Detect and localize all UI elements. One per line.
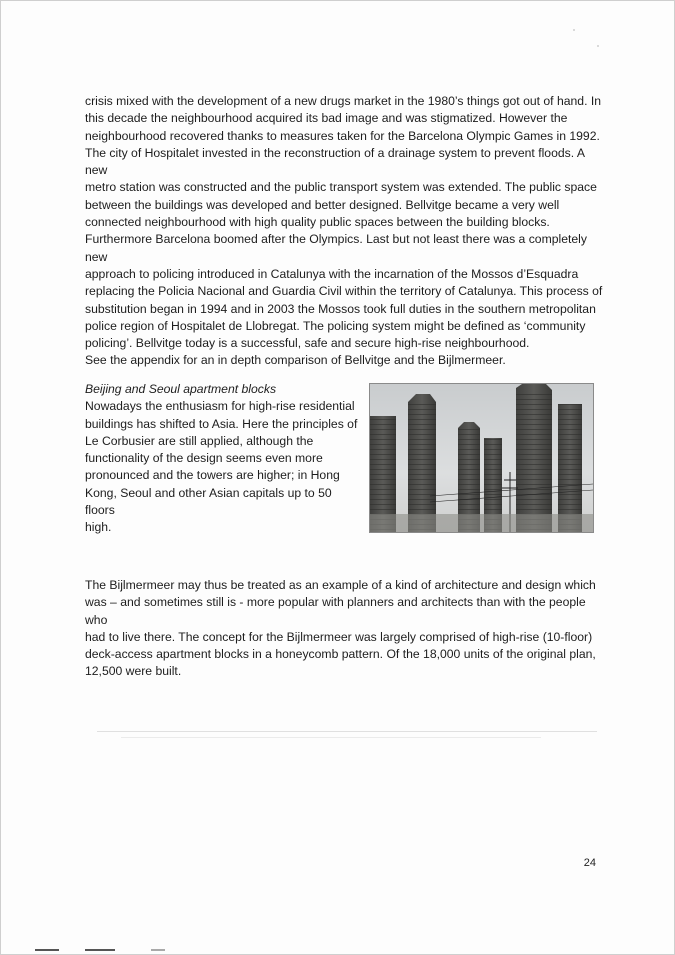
scan-artifact xyxy=(597,45,599,47)
text-line: this decade the neighbourhood acquired its bad image and was stigmatized. However the xyxy=(85,111,568,126)
text-line: 12,500 were built. xyxy=(85,664,182,679)
scan-artifact xyxy=(97,731,597,732)
tower-shape xyxy=(558,404,582,532)
text-line: The city of Hospitalet invested in the reconstruction of a drainage system to prevent floods. A new xyxy=(85,145,585,178)
high-rise-towers-photo xyxy=(369,383,594,533)
text-line: Furthermore Barcelona boomed after the Olympics. Last but not least there was a completely new xyxy=(85,232,587,264)
scan-artifact xyxy=(151,949,165,951)
tower-shape xyxy=(516,384,552,532)
text-line: buildings has shifted to Asia. Here the principles of xyxy=(85,416,358,431)
text-line: replacing the Policia Nacional and Guardia Civil within the territory of Catalunya. This process of xyxy=(85,284,603,299)
body-paragraph-bijlmermeer xyxy=(85,577,605,681)
scan-artifact xyxy=(35,949,59,951)
text-line: policing’. Bellvitge today is a successful, safe and secure high-rise neighbourhood. xyxy=(85,336,530,351)
section-beijing-seoul xyxy=(85,381,360,537)
scan-artifact xyxy=(85,949,115,951)
scan-artifact xyxy=(573,29,575,31)
text-line: Le Corbusier are still applied, although the xyxy=(85,433,314,448)
scan-artifact xyxy=(121,737,541,738)
text-line: metro station was constructed and the public transport system was extended. The public space xyxy=(85,180,597,195)
text-line: connected neighbourhood with high quality public spaces between the building blocks. xyxy=(85,215,550,230)
text-line: had to live there. The concept for the Bijlmermeer was largely comprised of high-rise (10-floor) xyxy=(85,629,593,644)
text-line: was – and sometimes still is - more popular with planners and architects than with the people who xyxy=(85,595,586,627)
text-line: deck-access apartment blocks in a honeycomb pattern. Of the 18,000 units of the original plan, xyxy=(85,647,596,662)
text-line: neighbourhood recovered thanks to measures taken for the Barcelona Olympic Games in 1992. xyxy=(85,128,600,143)
text-line: crisis mixed with the development of a new drugs market in the 1980’s things got out of hand. In xyxy=(85,94,602,108)
text-line: Nowadays the enthusiasm for high-rise residential xyxy=(85,399,355,414)
tower-shape xyxy=(408,394,436,532)
section-heading: Beijing and Seoul apartment blocks xyxy=(85,382,277,396)
text-line: functionality of the design seems even more xyxy=(85,451,323,466)
text-line: pronounced and the towers are higher; in Hong xyxy=(85,468,340,483)
text-line: police region of Hospitalet de Llobregat. The policing system might be defined as ‘community xyxy=(85,318,586,333)
text-line: The Bijlmermeer may thus be treated as an example of a kind of architecture and design which xyxy=(85,578,596,592)
text-line: Kong, Seoul and other Asian capitals up to 50 floors xyxy=(85,485,332,518)
text-line: approach to policing introduced in Catalunya with the incarnation of the Mossos d’Esquadra xyxy=(85,266,579,281)
text-line: high. xyxy=(85,520,112,535)
text-line: See the appendix for an in depth comparison of Bellvitge and the Bijlmermeer. xyxy=(85,353,506,368)
text-line: between the buildings was developed and better designed. Bellvitge became a very well xyxy=(85,197,560,212)
page-number: 24 xyxy=(583,857,596,869)
body-paragraph-bellvitge xyxy=(85,93,605,370)
text-line: substitution began in 1994 and in 2003 the Mossos took full duties in the southern metropolitan xyxy=(85,301,596,316)
